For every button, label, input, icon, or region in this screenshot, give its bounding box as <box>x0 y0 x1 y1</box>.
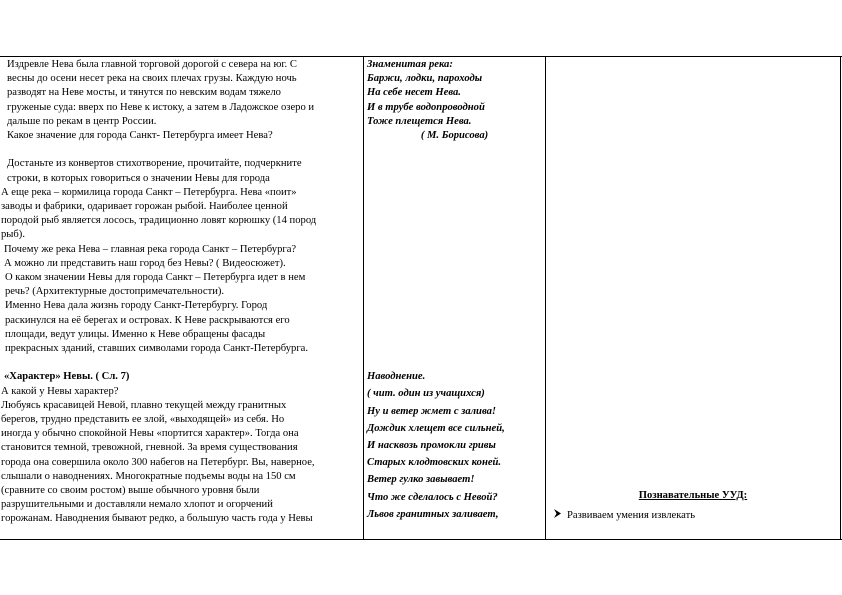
table-right-border <box>840 56 841 540</box>
poem-line: На себе несет Нева. <box>367 87 461 99</box>
text-line: иногда у обычно спокойной Невы «портится характер». Тогда она <box>1 428 299 440</box>
text-line: разводят на Неве мосты, и тянутся по невским водам тяжело <box>7 87 281 99</box>
poem-line: Знаменитая река: <box>367 59 453 70</box>
poem-line: ( чит. один из учащихся) <box>367 388 485 400</box>
poem-line: Старых клодтовских коней. <box>367 457 502 469</box>
text-line: площади, ведут улицы. Именно к Неве обращены фасады <box>5 328 266 340</box>
poem-line: Тоже плещется Нева. <box>367 115 472 127</box>
text-line: горожанам. Наводнения бывают редко, а большую часть года у Невы <box>1 513 313 525</box>
table-divider-1 <box>363 56 364 540</box>
lesson-table <box>0 56 842 540</box>
text-line: слышали о наводнениях. Многократные подъемы воды на 150 см <box>1 470 296 482</box>
text-line: заводы и фабрики, одаривает горожан рыбой. Наиболее ценной <box>1 201 288 213</box>
text-line: Почему же река Нева – главная река города Санкт – Петербурга? <box>4 243 297 255</box>
text-line: города она совершила около 300 набегов на Петербург. Вы, наверное, <box>1 456 315 468</box>
text-line: речь? (Архитектурные достопримечательности). <box>5 286 225 298</box>
uud-item-text: Развиваем умения извлекать <box>567 510 696 521</box>
text-line: раскинулся на её берегах и островах. К Неве раскрываются его <box>5 314 290 326</box>
text-line: Какое значение для города Санкт- Петербурга имеет Нева? <box>7 130 273 142</box>
table-divider-2 <box>545 56 546 540</box>
text-line: становится темной, тревожной, гневной. За время существования <box>1 442 298 454</box>
poem-line: Что же сделалось с Невой? <box>367 491 498 503</box>
text-line: Издревле Нева была главной торговой дорогой с севера на юг. С <box>7 59 297 70</box>
text-line: А можно ли представить наш город без Невы? ( Видеосюжет). <box>4 257 286 269</box>
text-line: О каком значении Невы для города Санкт – Петербурга идет в нем <box>5 272 306 284</box>
text-line: груженые суда: вверх по Неве к истоку, а затем в Ладожское озеро и <box>7 101 315 113</box>
poem-line: И в трубе водопроводной <box>367 101 485 113</box>
text-line: Достаньте из конвертов стихотворение, прочитайте, подчеркните <box>7 158 302 170</box>
teacher-text-column <box>1 58 361 527</box>
poem-column <box>367 58 542 522</box>
text-line: дальше по рекам в центр России. <box>7 115 157 127</box>
uud-item <box>553 509 695 521</box>
table-bottom-border <box>0 539 842 540</box>
text-line: весны до осени несет река на своих плечах грузы. Каждую ночь <box>7 73 297 85</box>
poem-line: И насквозь промокли гривы <box>367 440 496 452</box>
text-line: (сравните со своим ростом) выше обычного уровня были <box>1 485 260 497</box>
poem-line: Львов гранитных заливает, <box>367 508 499 520</box>
text-line: породой рыб является лосось, традиционно ловят корюшку (14 пород <box>1 215 317 227</box>
poem-line: Баржи, лодки, пароходы <box>367 73 483 85</box>
text-line: А какой у Невы характер? <box>1 385 119 397</box>
text-line: Именно Нева дала жизнь городу Санкт-Петербургу. Город <box>5 300 268 312</box>
poem-author: ( М. Борисова) <box>420 130 489 142</box>
poem-line: Наводнение. <box>367 371 426 383</box>
text-line: строки, в которых говориться о значении Невы для города <box>7 172 270 184</box>
section-heading-text: «Характер» Невы. ( Сл. 7) <box>4 371 130 383</box>
poem-line: Ветер гулко завывает! <box>367 474 475 486</box>
arrow-bullet-icon <box>553 509 567 521</box>
text-line: разрушительными и доставляли немало хлопот и огорчений <box>1 499 273 511</box>
text-line: берегов, трудно представить ее злой, «выходящей» из себя. Но <box>1 414 285 426</box>
text-line: Любуясь красавицей Невой, плавно текущей между гранитных <box>1 399 287 411</box>
poem-line: Дождик хлещет все сильней, <box>367 422 505 434</box>
uud-title: Познавательные УУД: <box>638 490 748 501</box>
poem-line: Ну и ветер жмет с залива! <box>367 405 497 417</box>
table-top-border <box>0 56 842 57</box>
text-line: рыб). <box>1 229 25 241</box>
text-line: А еще река – кормилица города Санкт – Петербурга. Нева «поит» <box>1 186 297 198</box>
section-heading <box>1 370 361 384</box>
text-line: прекрасных зданий, ставших символами города Санкт-Петербурга. <box>5 343 309 355</box>
